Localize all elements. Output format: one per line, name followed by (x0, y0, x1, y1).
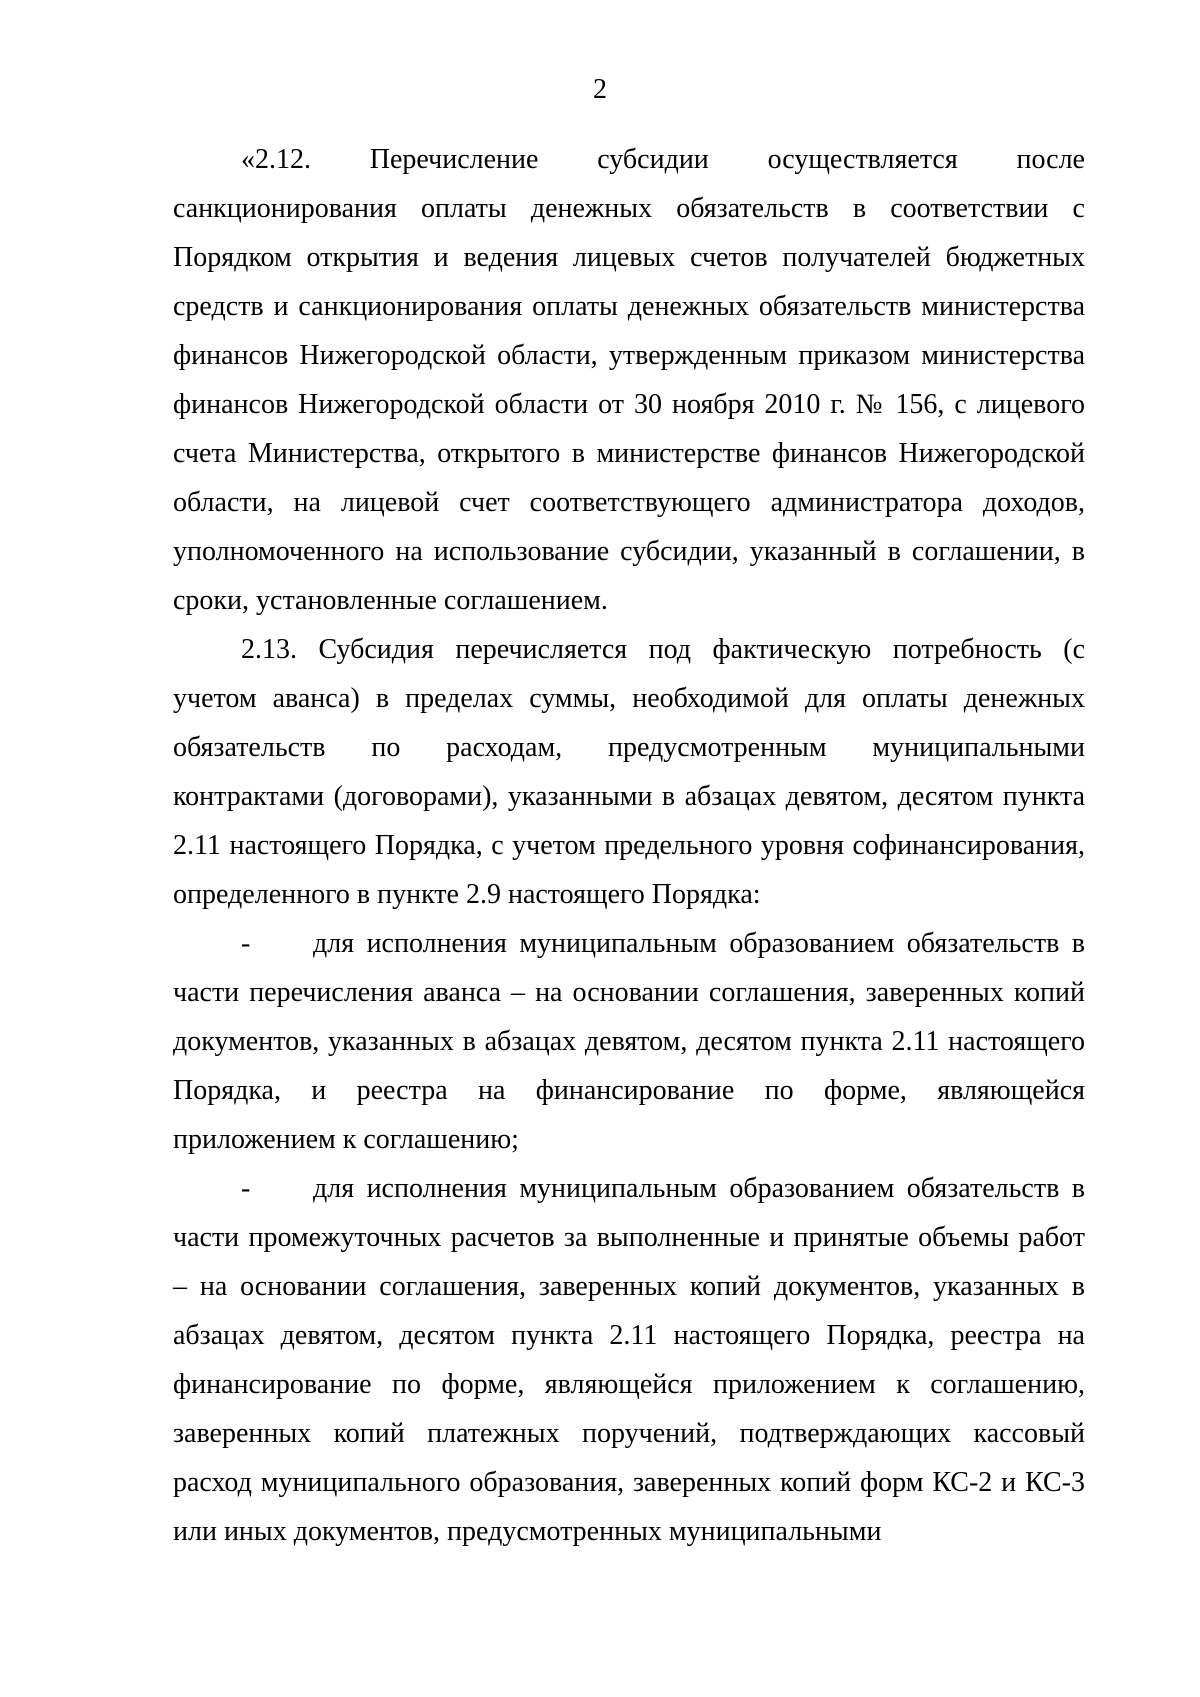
paragraph-2-12: «2.12. Перечисление субсидии осуществляется после санкционирования оплаты денежных обязательств в соответствии с Порядком открытия и ведения лицевых счетов получателей бюджетных средств и санкционирования оплаты денежных обязательств министерства финансов Нижегородской области, утвержденным приказом министерства финансов Нижегородской области от 30 ноября 2010 г. № 156, с лицевого счета Министерства, открытого в министерстве финансов Нижегородской области, на лицевой счет соответствующего администратора доходов, уполномоченного на использование субсидии, указанный в соглашении, в сроки, установленные соглашением. (173, 144, 1085, 616)
document-body (173, 135, 1085, 1556)
list-item-text: для исполнения муниципальным образованием обязательств в части промежуточных расчетов за выполненные и принятые объемы работ – на основании соглашения, заверенных копий документов, указанных в абзацах девятом, десятом пункта 2.11 настоящего Порядка, реестра на финансирование по форме, являющейся приложением к соглашению, заверенных копий платежных поручений, подтверждающих кассовый расход муниципального образования, заверенных копий форм КС-2 и КС-3 или иных документов, предусмотренных муниципальными (173, 1173, 1085, 1547)
list-dash: - (241, 1173, 251, 1204)
paragraph-2-13: 2.13. Субсидия перечисляется под фактическую потребность (с учетом аванса) в пределах суммы, необходимой для оплаты денежных обязательств по расходам, предусмотренным муниципальными контрактами (договорами), указанными в абзацах девятом, десятом пункта 2.11 настоящего Порядка, с учетом предельного уровня софинансирования, определенного в пункте 2.9 настоящего Порядка: (173, 634, 1085, 910)
list-item-interim-payments (173, 1164, 1085, 1556)
list-dash: - (241, 928, 251, 959)
list-item-text: для исполнения муниципальным образованием обязательств в части перечисления аванса – на основании соглашения, заверенных копий документов, указанных в абзацах девятом, десятом пункта 2.11 настоящего Порядка, и реестра на финансирование по форме, являющейся приложением к соглашению; (173, 928, 1085, 1155)
list-item-advance (173, 919, 1085, 1164)
page-number: 2 (593, 74, 607, 105)
